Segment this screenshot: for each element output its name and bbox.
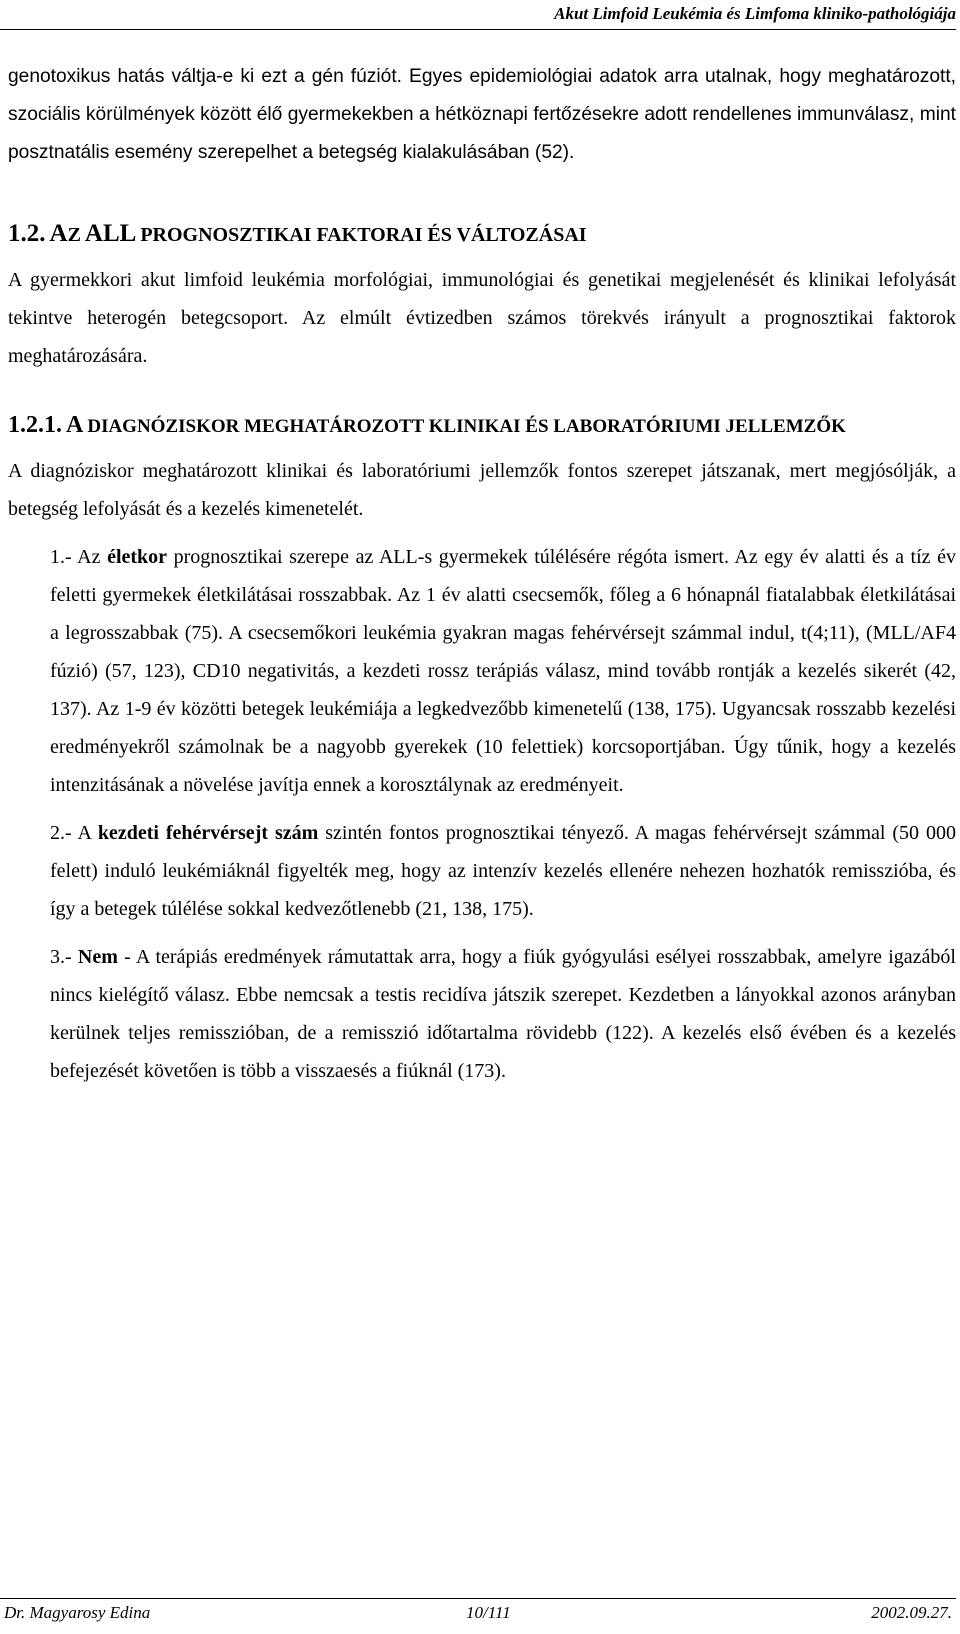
- footer-author: Dr. Magyarosy Edina: [4, 1603, 151, 1622]
- section-1-2-paragraph: A gyermekkori akut limfoid leukémia morfológiai, immunológiai és genetikai megjelenését és klinikai lefolyását tekintve heterogén betegcsoport. Az elmúlt évtizedben számos törekvés irányult a prognosztikai faktorok meghatározására.: [8, 269, 956, 367]
- item-text: szintén fontos prognosztikai tényező. A magas fehérvérsejt számmal (50 000 felett) induló leukémiáknál figyelték meg, hogy az intenzív kezelés ellenére nehezen hozhatók remisszióba, és így a betegek túlélése sokkal kedvezőtlenebb (21, 138, 175).: [50, 822, 957, 920]
- section-title-first: A: [49, 220, 68, 247]
- subsection-title-rest: DIAGNÓZISKOR MEGHATÁROZOTT KLINIKAI ÉS LABORATÓRIUMI JELLEMZŐK: [87, 416, 846, 437]
- intro-paragraph: genotoxikus hatás váltja-e ki ezt a gén fúziót. Egyes epidemiológiai adatok arra utalnak, hogy meghatározott, szociális körülmények között élő gyermekekben a hétköznapi fertőzésekre adott rendellenes immunválasz, mint posztnatális esemény szerepelhet a betegség kialakulásában (52).: [8, 66, 956, 163]
- list-item: [50, 814, 956, 928]
- list-item: [50, 538, 956, 804]
- item-prefix: 3.-: [50, 946, 78, 968]
- section-heading-1-2-1: [8, 409, 956, 444]
- factor-list: [50, 538, 956, 1090]
- section-heading-1-2: [8, 214, 956, 257]
- section-number: 1.2.: [8, 220, 46, 247]
- subsection-number: 1.2.1.: [8, 412, 62, 438]
- section-1-2-1-paragraph: A diagnóziskor meghatározott klinikai és laboratóriumi jellemzők fontos szerepet játszanak, mert megjósólják, a betegség lefolyását és a kezelés kimenetelét.: [8, 460, 956, 520]
- subsection-title-first: A: [66, 412, 84, 438]
- item-keyword: Nem: [77, 946, 118, 968]
- item-text: prognosztikai szerepe az ALL-s gyermekek túlélésére régóta ismert. Az egy év alatti és a tíz év feletti gyermekek életkilátásai rosszabbak. Az 1 év alatti csecsemők, főleg a 6 hónapnál fiatalabbak életkilátásai a legrosszabbak (75). A csecsemőkori leukémia gyakran magas fehérvérsejt számmal indul, t(4;11), (MLL/AF4 fúzió) (57, 123), CD10 negativitás, a kezdeti rossz terápiás válasz, mind tovább rontják a kezelés sikerét (42, 137). Az 1-9 év közötti betegek leukémiája a legkedvezőbb kimenetelű (138, 175). Ugyancsak rosszabb kezelési eredményekről számolnak be a nagyobb gyerekek (10 felettiek) korcsoportjában. Úgy tűnik, hogy a kezelés intenzitásának a növelése javítja ennek a korosztálynak az eredményeit.: [50, 546, 956, 796]
- item-text: - A terápiás eredmények rámutattak arra, hogy a fiúk gyógyulási esélyei rosszabbak, amelyre igazából nincs kielégítő válasz. Ebbe nemcsak a testis recidíva játszik szerepet. Kezdetben a lányokkal azonos arányban kerülnek teljes remisszióban, de a remisszió időtartalma rövidebb (122). A kezelés első évében és a kezelés befejezését követően is több a visszaesés a fiúknál (173).: [50, 946, 956, 1082]
- running-header: Akut Limfoid Leukémia és Limfoma kliniko-pathológiája: [0, 4, 956, 30]
- item-prefix: 1.- Az: [50, 546, 108, 568]
- item-prefix: 2.- A: [50, 822, 98, 844]
- footer-date: 2002.09.27.: [871, 1603, 952, 1622]
- document-body: [8, 58, 956, 1090]
- item-keyword: életkor: [107, 546, 168, 568]
- item-keyword: kezdeti fehérvérsejt szám: [97, 822, 319, 844]
- footer-page-number: 10/111: [466, 1603, 511, 1622]
- section-title-rest: PROGNOSZTIKAI FAKTORAI ÉS VÁLTOZÁSAI: [140, 224, 587, 246]
- page-footer: [0, 1598, 956, 1631]
- section-title-z: Z: [67, 224, 81, 246]
- section-title-all: ALL: [84, 220, 137, 247]
- list-item: [50, 938, 956, 1090]
